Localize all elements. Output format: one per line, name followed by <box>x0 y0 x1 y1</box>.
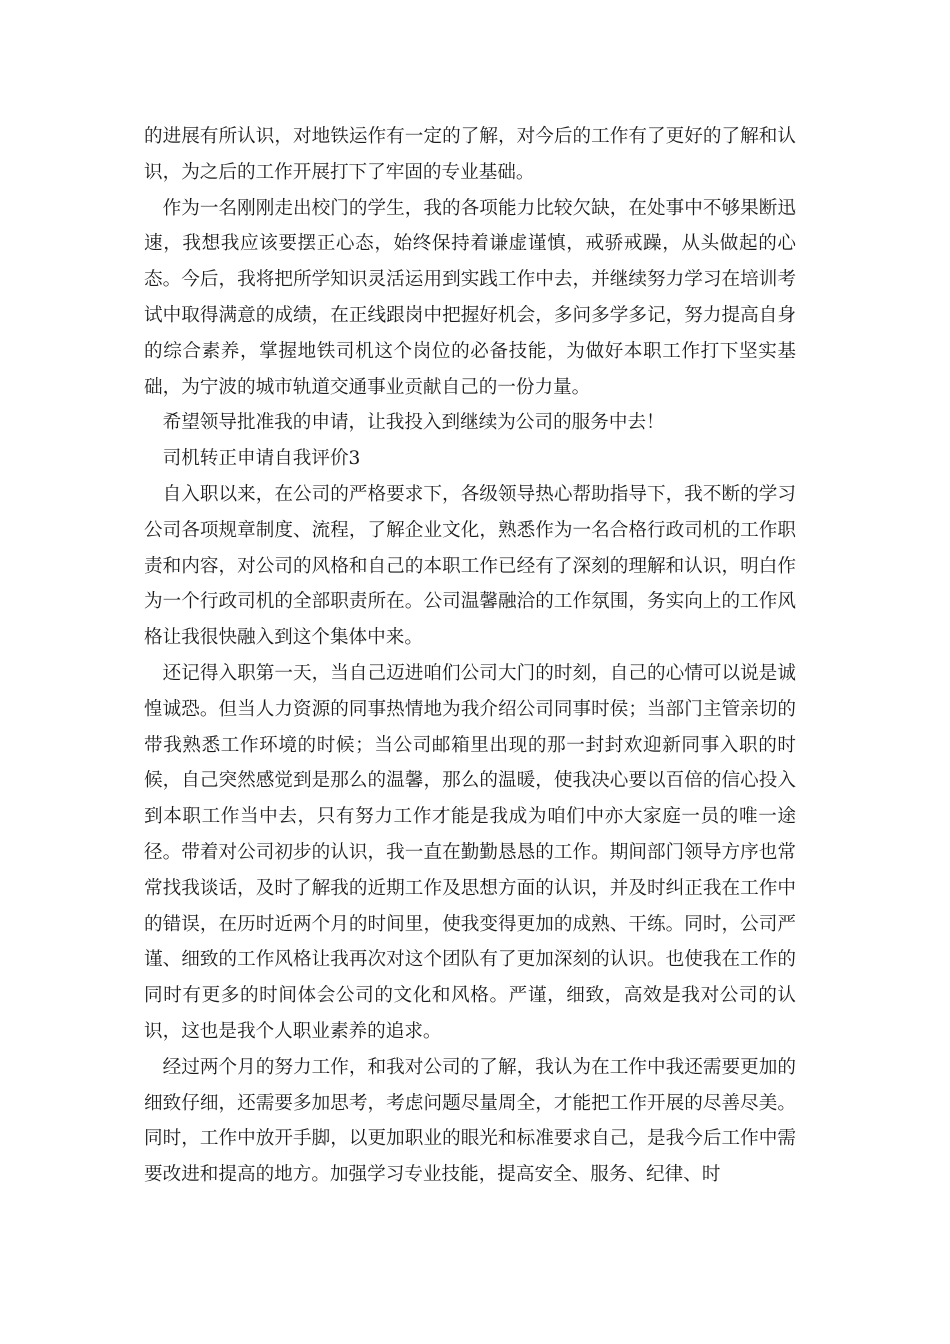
paragraph-3: 希望领导批准我的申请，让我投入到继续为公司的服务中去！ <box>162 412 665 434</box>
paragraph-7: 经过两个月的努力工作，和我对公司的了解，我认为在工作中我还需要更加的细致仔细，还需要多加思考，考虑问题尽量周全，才能把工作开展的尽善尽美。同时，工作中放开手脚，以更加职业的眼光和标准要求自己，是我今后工作中需要改进和提高的地方。加强学习专业技能，提高安全、服务、纪律、时 <box>144 1056 796 1186</box>
paragraph-2: 作为一名刚刚走出校门的学生，我的各项能力比较欠缺，在处事中不够果断迅速，我想我应该要摆正心态，始终保持着谦虚谨慎，戒骄戒躁，从头做起的心态。今后，我将把所学知识灵活运用到实践工作中去，并继续努力学习在培训考试中取得满意的成绩，在正线跟岗中把握好机会，多问多学多记，努力提高自身的综合素养，掌握地铁司机这个岗位的必备技能，为做好本职工作打下坚实基础，为宁波的城市轨道交通事业贡献自己的一份力量。 <box>144 197 796 398</box>
section-heading: 司机转正申请自我评价3 <box>162 448 361 470</box>
paragraph-1: 的进展有所认识，对地铁运作有一定的了解，对今后的工作有了更好的了解和认识，为之后的工作开展打下了牢固的专业基础。 <box>144 126 796 183</box>
document-page <box>144 119 796 1193</box>
paragraph-6: 还记得入职第一天，当自己迈进咱们公司大门的时刻，自己的心情可以说是诚惶诚恐。但当人力资源的同事热情地为我介绍公司同事时侯；当部门主管亲切的带我熟悉工作环境的时候；当公司邮箱里出现的那一封封欢迎新同事入职的时候，自己突然感觉到是那么的温馨，那么的温暖，使我决心要以百倍的信心投入到本职工作当中去，只有努力工作才能是我成为咱们中亦大家庭一员的唯一途径。带着对公司初步的认识，我一直在勤勤恳恳的工作。期间部门领导方序也常常找我谈话，及时了解我的近期工作及思想方面的认识，并及时纠正我在工作中的错误，在历时近两个月的时间里，使我变得更加的成熟、干练。同时，公司严谨、细致的工作风格让我再次对这个团队有了更加深刻的认识。也使我在工作的同时有更多的时间体会公司的文化和风格。严谨，细致，高效是我对公司的认识，这也是我个人职业素养的追求。 <box>144 662 796 1042</box>
paragraph-5: 自入职以来，在公司的严格要求下，各级领导热心帮助指导下，我不断的学习公司各项规章制度、流程，了解企业文化，熟悉作为一名合格行政司机的工作职责和内容，对公司的风格和自己的本职工作已经有了深刻的理解和认识，明白作为一个行政司机的全部职责所在。公司温馨融洽的工作氛围，务实向上的工作风格让我很快融入到这个集体中来。 <box>144 483 796 649</box>
